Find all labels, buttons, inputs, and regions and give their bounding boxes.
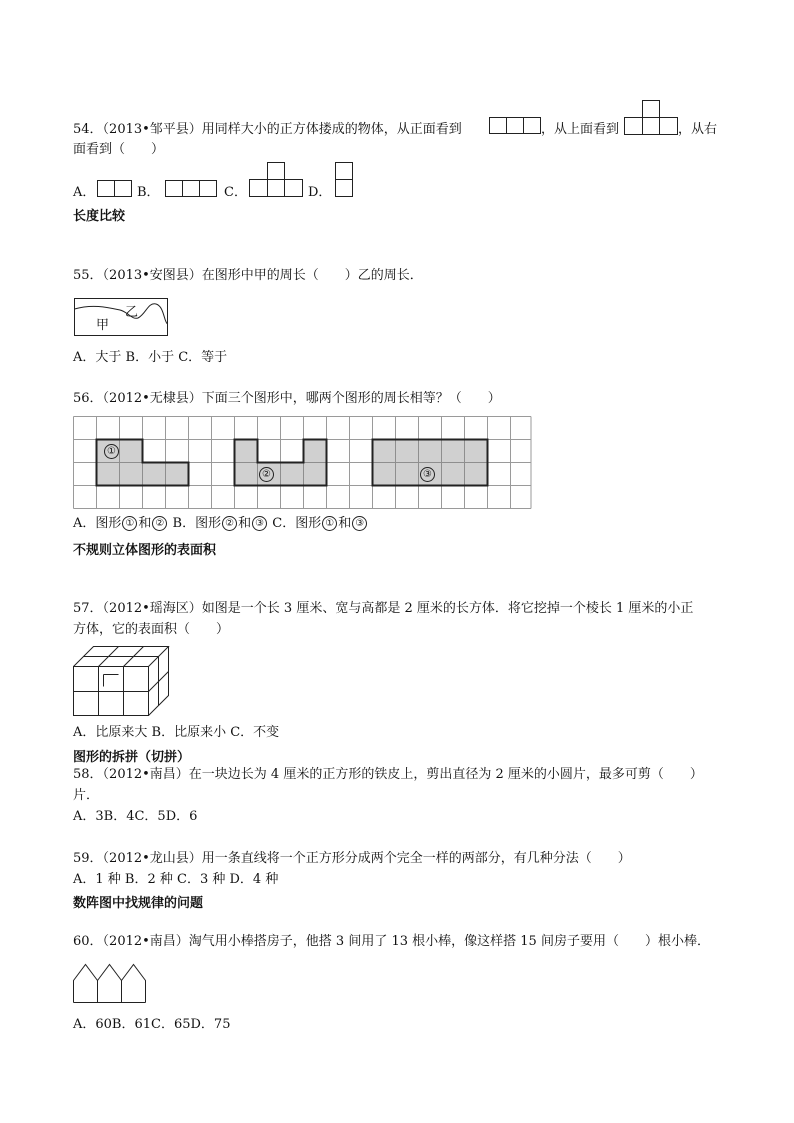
q54-option-c-figure xyxy=(249,162,303,198)
q56-option-b-fig2: ② xyxy=(222,516,237,531)
q56-option-a-text: A．图形 xyxy=(73,516,122,531)
q54-stem-part3: ，从右 xyxy=(678,122,718,137)
q55-label-jia: 甲 xyxy=(96,318,110,333)
q56-grid-figure xyxy=(73,416,533,510)
q58-options: A．3B．4C．5D．6 xyxy=(73,809,198,824)
q59-options: A．1 种 B．2 种 C．3 种 D．4 种 xyxy=(73,872,279,887)
q54-stem-part1: 54．（2013•邹平县）用同样大小的正方体搂成的物体，从正面看到 xyxy=(73,122,462,137)
q55-stem: 55．（2013•安图县）在图形中甲的周长（ ）乙的周长． xyxy=(73,268,423,283)
q56-shape-1-label: ① xyxy=(104,444,119,459)
q59-stem: 59．（2012•龙山县）用一条直线将一个正方形分成两个完全一样的两部分，有几种分法（ ） xyxy=(73,851,631,866)
q57-stem-line1: 57．（2012•瑶海区）如图是一个长 3 厘米、宽与高都是 2 厘米的长方体．将它挖掉一个棱长 1 厘米的小正 xyxy=(73,601,694,616)
q56-stem: 56．（2012•无棣县）下面三个图形中，哪两个图形的周长相等？（ ） xyxy=(73,391,501,406)
q54-option-d-label: D． xyxy=(308,185,332,200)
q56-option-c-and: 和 xyxy=(338,516,352,531)
section-heading-length-comparison: 长度比较 xyxy=(73,209,126,224)
q54-option-b-label: B． xyxy=(137,185,160,200)
q56-option-b-text: B．图形 xyxy=(172,516,222,531)
q56-option-a-fig2: ② xyxy=(152,516,167,531)
q58-stem-line2: 片． xyxy=(73,788,100,803)
q56-option-c-fig1: ① xyxy=(322,516,337,531)
q54-option-d-figure xyxy=(335,162,353,198)
q56-option-a-fig1: ① xyxy=(122,516,137,531)
q60-stem: 60．（2012•南昌）淘气用小棒搭房子，他搭 3 间用了 13 根小棒，像这样搭 15 间房子要用（ ）根小棒． xyxy=(73,934,710,949)
q54-front-view-figure xyxy=(489,117,541,135)
q54-line1 xyxy=(73,122,462,138)
q55-label-yi: 乙 xyxy=(125,305,139,320)
q57-stem-line2: 方体，它的表面积（ ） xyxy=(73,622,230,637)
section-heading-cut-and-assemble: 图形的拆拼（切拼） xyxy=(73,750,191,765)
q57-options: A．比原来大 B．比原来小 C．不变 xyxy=(73,725,280,740)
section-heading-number-pattern: 数阵图中找规律的问题 xyxy=(73,896,204,911)
q54-top-view-figure xyxy=(624,100,678,136)
q58-stem-line1: 58．（2012•南昌）在一块边长为 4 厘米的正方形的铁皮上，剪出直径为 2 厘米的小圆片，最多可剪（ ） xyxy=(73,767,703,782)
q56-options xyxy=(73,516,368,532)
q54-option-b-figure xyxy=(165,180,217,198)
q56-shape-2-label: ② xyxy=(259,467,274,482)
q54-option-a-label: A． xyxy=(73,185,96,200)
q54-stem-part2: ，从上面看到 xyxy=(541,122,620,137)
q60-options: A．60B．61C．65D．75 xyxy=(73,1017,231,1032)
q56-shape-3-label: ③ xyxy=(420,467,435,482)
q54-option-c-label: C． xyxy=(224,185,247,200)
q54-option-a-figure xyxy=(97,180,133,198)
q60-houses-figure xyxy=(73,962,147,1004)
q56-option-b-fig3: ③ xyxy=(252,516,267,531)
section-heading-surface-area: 不规则立体图形的表面积 xyxy=(73,543,217,558)
q56-option-a-and: 和 xyxy=(138,516,152,531)
q56-option-b-and: 和 xyxy=(238,516,252,531)
q57-cuboid-figure xyxy=(73,646,169,718)
q55-figure xyxy=(74,298,170,338)
q54-stem-line2: 面看到（ ） xyxy=(73,142,165,157)
q55-options: A．大于 B．小于 C．等于 xyxy=(73,350,228,365)
q56-option-c-fig3: ③ xyxy=(352,516,367,531)
q56-option-c-text: C．图形 xyxy=(272,516,322,531)
